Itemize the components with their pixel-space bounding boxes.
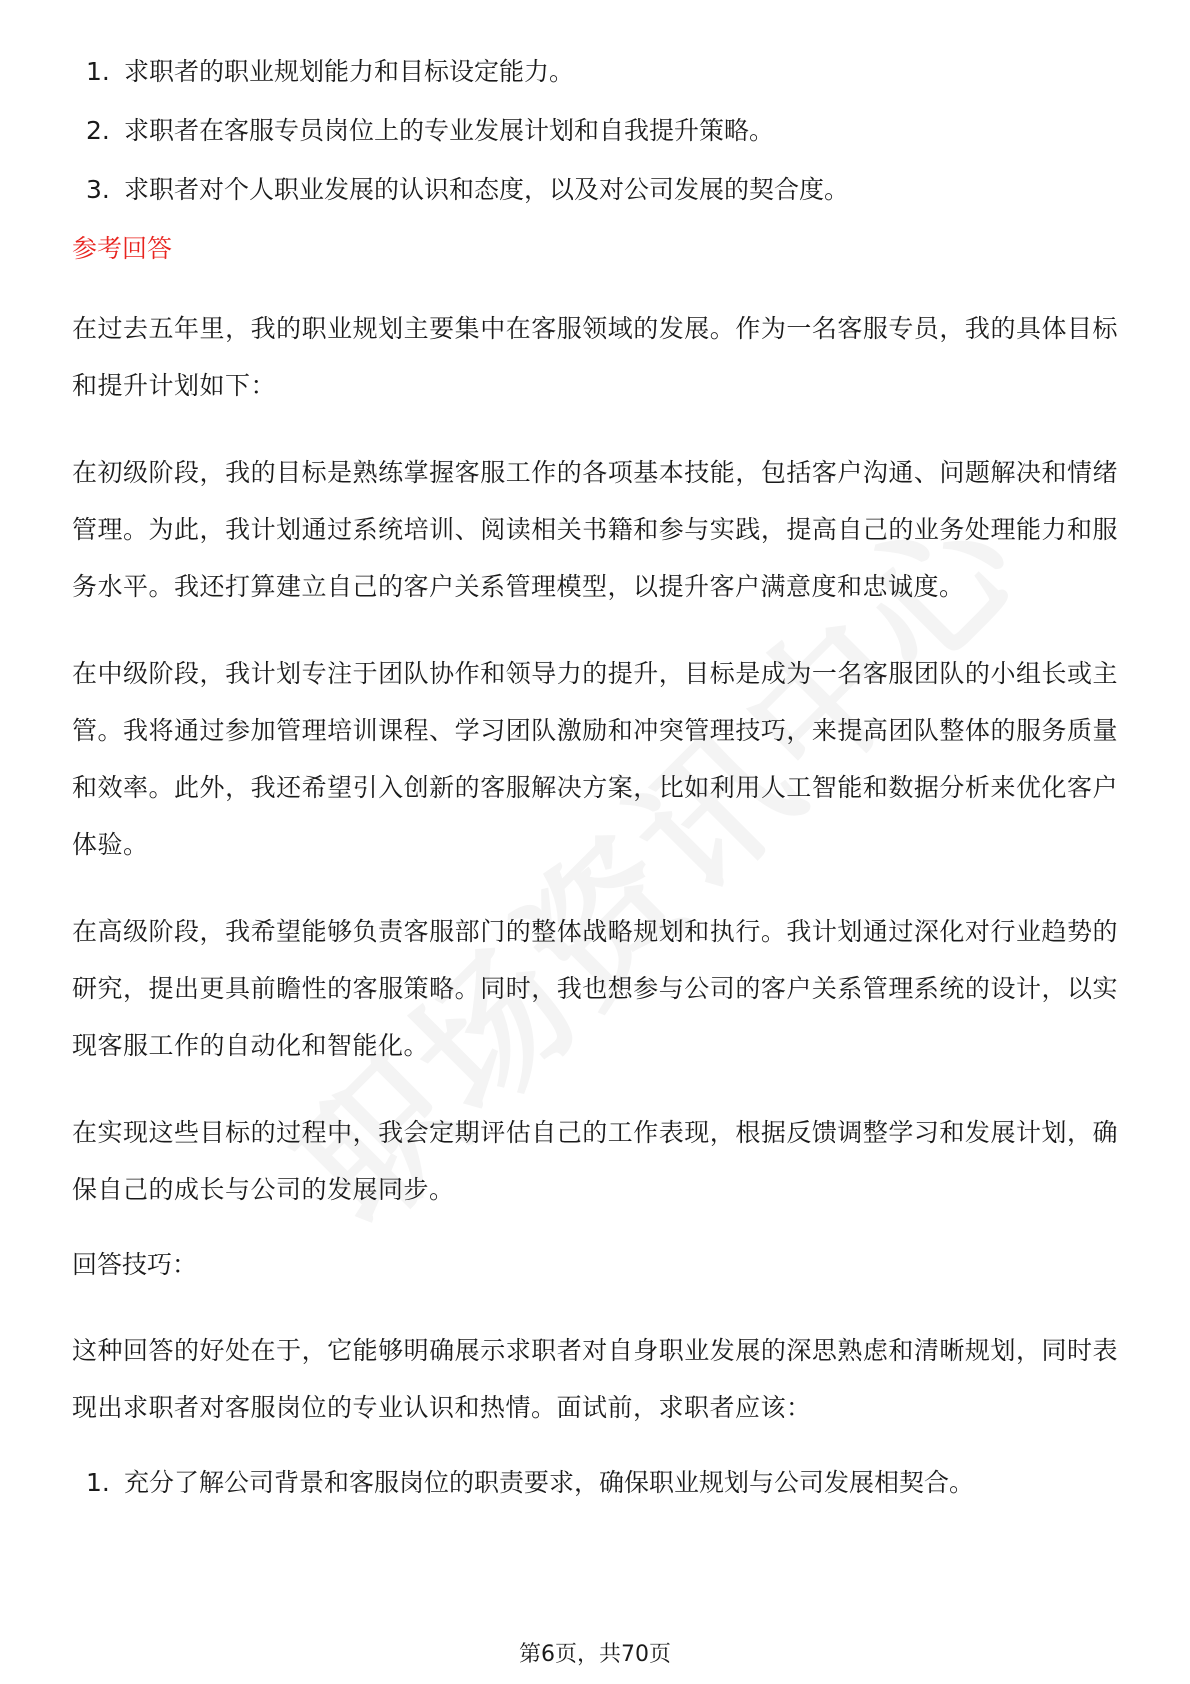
list-number: 3. [86,175,110,204]
list-item [72,114,1118,148]
document-page [72,55,1118,1525]
answer-paragraph: 在实现这些目标的过程中，我会定期评估自己的工作表现，根据反馈调整学习和发展计划，确保自己的成长与公司的发展同步。 [72,1118,1118,1204]
list-item-text: 充分了解公司背景和客服岗位的职责要求，确保职业规划与公司发展相契合。 [124,1468,975,1497]
answer-paragraph: 在过去五年里，我的职业规划主要集中在客服领域的发展。作为一名客服专员，我的具体目标和提升计划如下： [72,314,1118,400]
list-item [72,1466,1118,1500]
page-footer: 第6页，共70页 [519,1642,671,1667]
list-item [72,55,1118,89]
list-number: 2. [86,116,110,145]
tips-list [72,1466,1118,1500]
answer-paragraph: 在高级阶段，我希望能够负责客服部门的整体战略规划和执行。我计划通过深化对行业趋势的研究，提出更具前瞻性的客服策略。同时，我也想参与公司的客户关系管理系统的设计，以实现客服工作的自动化和智能化。 [72,917,1118,1060]
reference-answer-heading: 参考回答 [72,234,173,263]
list-item [72,173,1118,207]
answer-paragraph: 在初级阶段，我的目标是熟练掌握客服工作的各项基本技能，包括客户沟通、问题解决和情绪管理。为此，我计划通过系统培训、阅读相关书籍和参与实践，提高自己的业务处理能力和服务水平。我还打算建立自己的客户关系管理模型，以提升客户满意度和忠诚度。 [72,458,1118,601]
list-number: 1. [86,57,110,86]
tips-paragraph: 这种回答的好处在于，它能够明确展示求职者对自身职业发展的深思熟虑和清晰规划，同时表现出求职者对客服岗位的专业认识和热情。面试前，求职者应该： [72,1336,1118,1422]
list-item-text: 求职者对个人职业发展的认识和态度，以及对公司发展的契合度。 [124,175,850,204]
list-item-text: 求职者在客服专员岗位上的专业发展计划和自我提升策略。 [124,116,775,145]
list-number: 1. [86,1468,110,1497]
intro-list [72,55,1118,207]
answer-paragraph: 在中级阶段，我计划专注于团队协作和领导力的提升，目标是成为一名客服团队的小组长或主管。我将通过参加管理培训课程、学习团队激励和冲突管理技巧，来提高团队整体的服务质量和效率。此外，我还希望引入创新的客服解决方案，比如利用人工智能和数据分析来优化客户体验。 [72,659,1118,859]
list-item-text: 求职者的职业规划能力和目标设定能力。 [124,57,575,86]
tips-label: 回答技巧： [72,1250,198,1279]
